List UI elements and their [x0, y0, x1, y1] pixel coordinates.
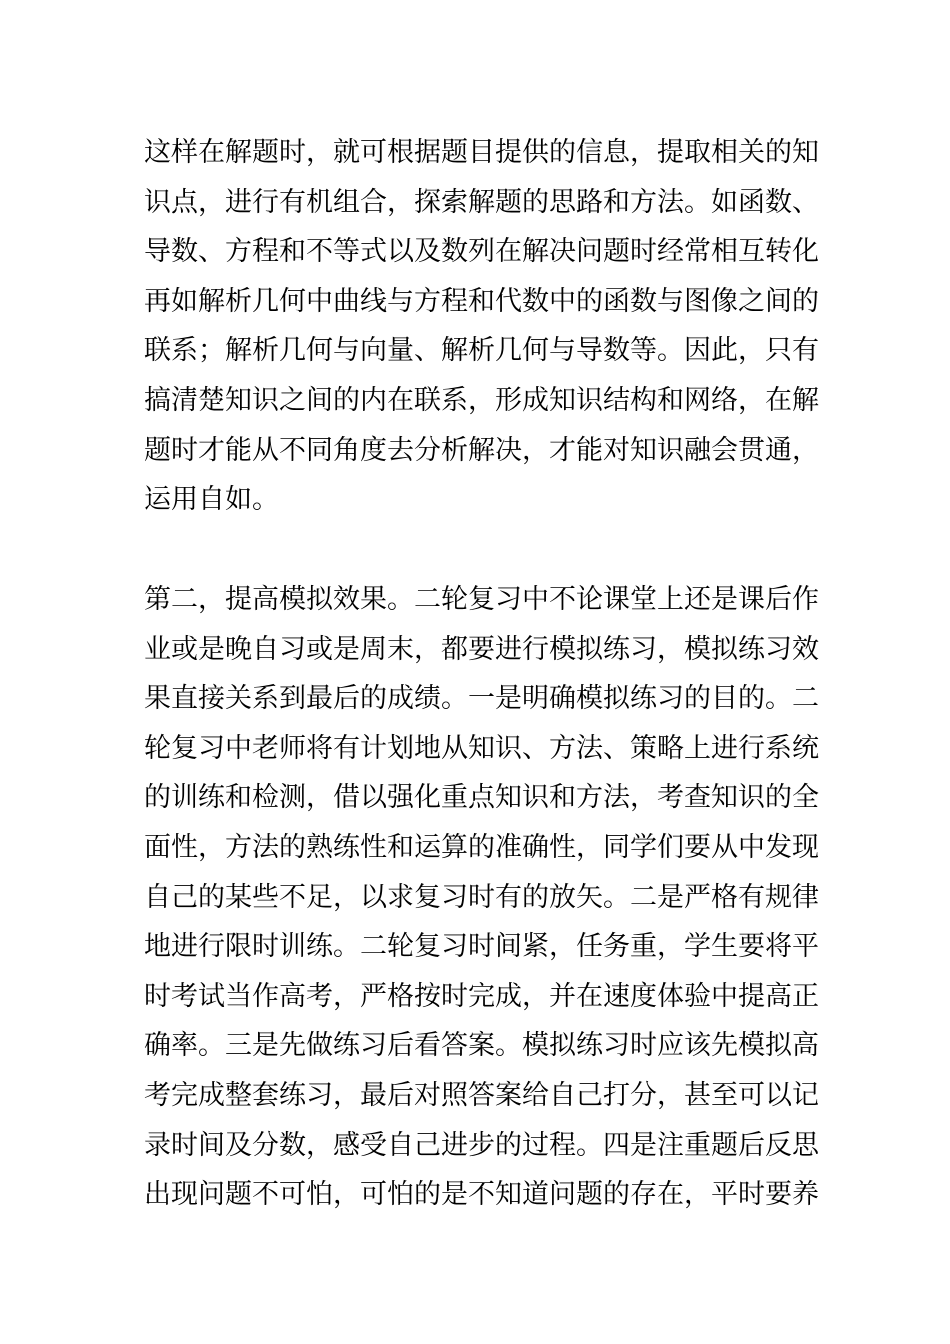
text-line: 自己的某些不足，以求复习时有的放矢。二是严格有规律 — [144, 881, 819, 913]
text-line: 地进行限时训练。二轮复习时间紧，任务重，学生要将平 — [144, 931, 819, 963]
text-line: 联系；解析几何与向量、解析几何与导数等。因此，只有 — [144, 335, 819, 367]
text-line: 轮复习中老师将有计划地从知识、方法、策略上进行系统 — [144, 732, 819, 764]
text-line: 确率。三是先做练习后看答案。模拟练习时应该先模拟高 — [144, 1030, 819, 1062]
text-line: 时考试当作高考，严格按时完成，并在速度体验中提高正 — [144, 980, 819, 1012]
text-line: 考完成整套练习，最后对照答案给自己打分，甚至可以记 — [144, 1079, 819, 1111]
text-line: 果直接关系到最后的成绩。一是明确模拟练习的目的。二 — [144, 683, 819, 715]
text-line: 业或是晚自习或是周末，都要进行模拟练习，模拟练习效 — [144, 633, 819, 665]
text-line: 题时才能从不同角度去分析解决，才能对知识融会贯通， — [144, 434, 819, 466]
text-line: 出现问题不可怕，可怕的是不知道问题的存在，平时要养 — [144, 1179, 819, 1211]
text-line: 搞清楚知识之间的内在联系，形成知识结构和网络，在解 — [144, 384, 819, 416]
text-line: 的训练和检测，借以强化重点知识和方法，考查知识的全 — [144, 782, 819, 814]
paragraph-simulation-practice — [144, 575, 819, 1220]
text-line: 这样在解题时，就可根据题目提供的信息，提取相关的知 — [144, 137, 819, 168]
text-line: 识点，进行有机组合，探索解题的思路和方法。如函数、 — [144, 186, 819, 218]
text-line: 第二，提高模拟效果。二轮复习中不论课堂上还是课后作 — [144, 584, 819, 615]
paragraph-knowledge-connections — [144, 128, 819, 525]
text-line: 导数、方程和不等式以及数列在解决问题时经常相互转化 — [144, 236, 819, 268]
text-line: 面性，方法的熟练性和运算的准确性，同学们要从中发现 — [144, 831, 819, 863]
text-line: 再如解析几何中曲线与方程和代数中的函数与图像之间的 — [144, 285, 819, 317]
text-line: 运用自如。 — [144, 484, 279, 516]
text-line: 录时间及分数，感受自己进步的过程。四是注重题后反思 — [144, 1129, 819, 1161]
